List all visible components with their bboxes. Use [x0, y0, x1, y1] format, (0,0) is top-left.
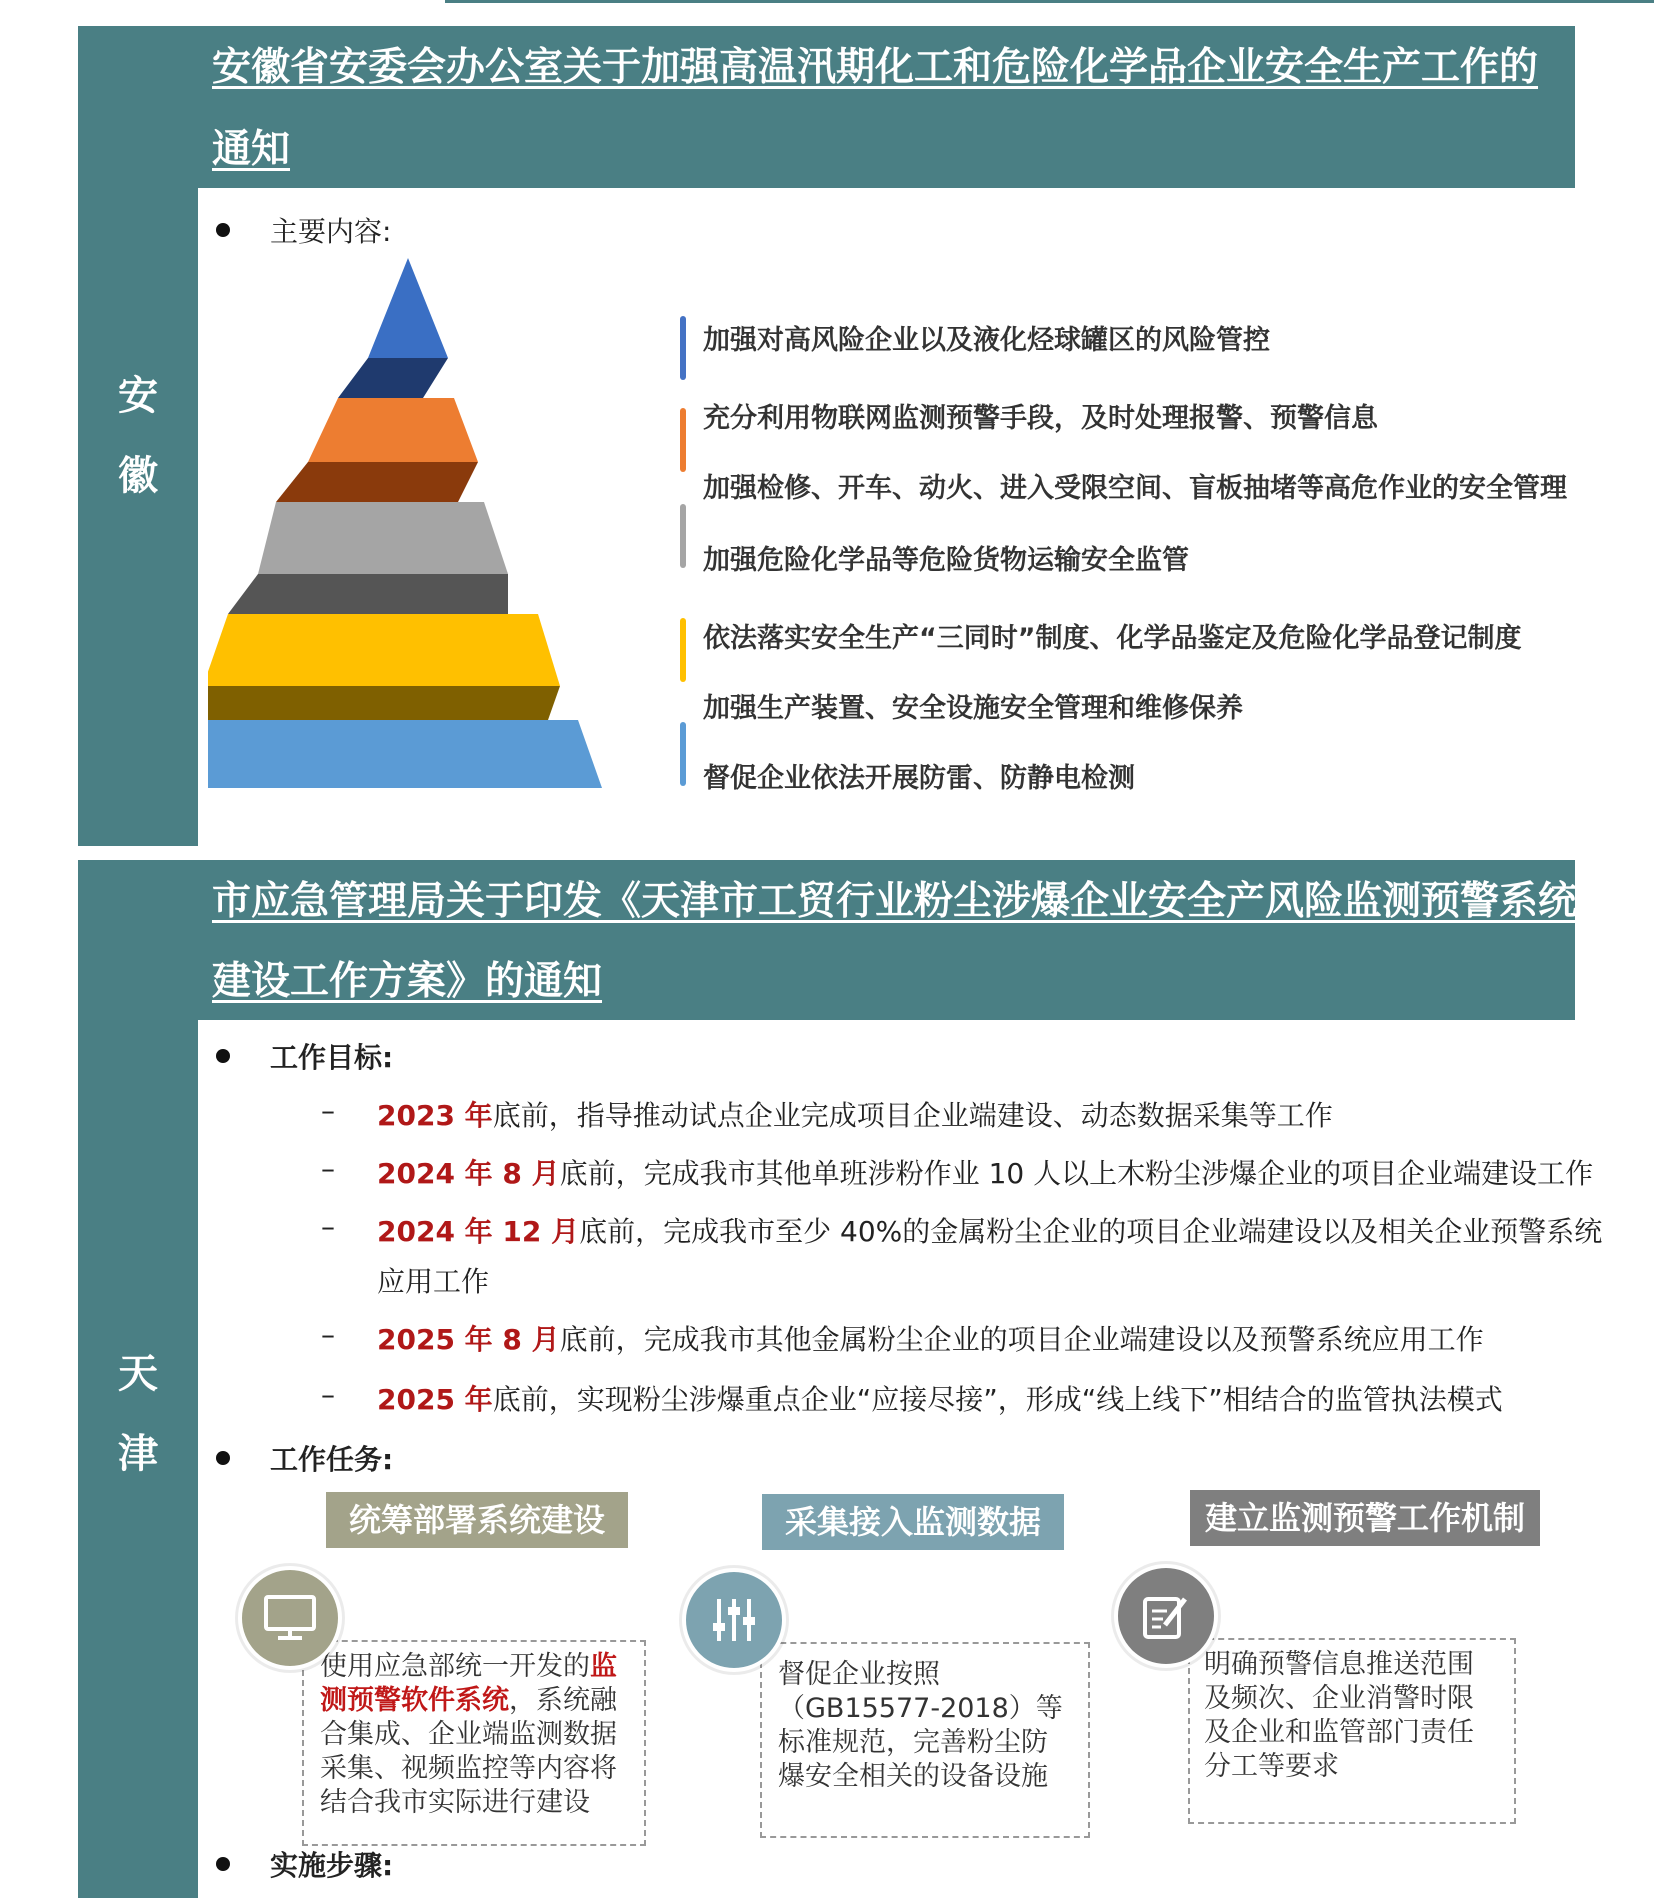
- dash-marker: –: [321, 1094, 335, 1127]
- anhui-item-2: 充分利用物联网监测预警手段，及时处理报警、预警信息: [703, 403, 1378, 434]
- anhui-main-bullet: [216, 210, 391, 250]
- task-1-text-highlight: 监测预警软件系统: [320, 1651, 617, 1716]
- task-1-circle: [238, 1566, 342, 1670]
- item-bar-orange: [680, 408, 686, 472]
- monitor-icon: [263, 1594, 317, 1642]
- item-bar-lightblue: [680, 722, 686, 786]
- anhui-section: [78, 26, 1575, 846]
- pyramid-tier-1: [368, 258, 448, 358]
- goal-date: 2025 年: [377, 1383, 493, 1416]
- goal-date: 2023 年: [377, 1099, 493, 1132]
- bullet-dot: [216, 223, 230, 237]
- anhui-item-4: 加强危险化学品等危险货物运输安全监管: [703, 545, 1189, 576]
- tianjin-section: [78, 860, 1603, 1898]
- dash-marker: –: [321, 1378, 335, 1411]
- task-1-text-post: ，系统融合集成、企业端监测数据采集、视频监控等内容将结合我市实际进行建设: [320, 1685, 617, 1818]
- task-1-text-pre: 使用应急部统一开发的: [320, 1651, 590, 1682]
- pyramid-link-2: [276, 462, 478, 502]
- tianjin-steps-bullet: [216, 1844, 393, 1884]
- dash-marker: –: [321, 1210, 335, 1243]
- anhui-side-label-2: 徽: [118, 453, 158, 499]
- goal-date: 2025 年 8 月: [377, 1323, 560, 1356]
- pyramid-link-1: [338, 358, 448, 398]
- pyramid-tier-5: [208, 720, 602, 788]
- tianjin-tasks-label: 工作任务:: [270, 1443, 394, 1476]
- goal-text: 底前，完成我市至少 40%的金属粉尘企业的项目企业端建设以及相关企业预警系统: [579, 1215, 1603, 1248]
- tianjin-side-bar: [78, 860, 198, 1898]
- task-heading-1: 统筹部署系统建设: [326, 1492, 628, 1548]
- goal-text: 底前，完成我市其他单班涉粉作业 10 人以上木粉尘涉爆企业的项目企业端建设工作: [559, 1157, 1594, 1190]
- tianjin-title-line-1[interactable]: 市应急管理局关于印发《天津市工贸行业粉尘涉爆企业安全产风险监测预警系统: [212, 879, 1578, 924]
- tianjin-tasks-bullet: [216, 1438, 393, 1478]
- dash-marker: –: [321, 1318, 335, 1351]
- goal-date: 2024 年 8 月: [377, 1157, 560, 1190]
- sliders-icon: [709, 1595, 759, 1645]
- dash-marker: –: [321, 1152, 335, 1185]
- tianjin-goals-bullet: [216, 1036, 393, 1076]
- top-divider-line: [445, 0, 1654, 3]
- pyramid-link-4: [208, 686, 560, 720]
- tianjin-title-line-2[interactable]: 建设工作方案》的通知: [212, 959, 603, 1004]
- anhui-item-1: 加强对高风险企业以及液化烃球罐区的风险管控: [703, 325, 1270, 356]
- pyramid-tier-2: [308, 398, 478, 462]
- goal-date: 2024 年 12 月: [377, 1215, 580, 1248]
- goal-text: 底前，指导推动试点企业完成项目企业端建设、动态数据采集等工作: [492, 1099, 1333, 1132]
- goal-text: 底前，完成我市其他金属粉尘企业的项目企业端建设以及预警系统应用工作: [559, 1323, 1484, 1356]
- item-bar-gray: [680, 504, 686, 568]
- task-heading-2: 采集接入监测数据: [762, 1494, 1064, 1550]
- pyramid-tier-3: [258, 502, 508, 574]
- anhui-item-3: 加强检修、开车、动火、进入受限空间、盲板抽堵等高危作业的安全管理: [703, 473, 1567, 504]
- tianjin-side-label-2: 津: [118, 1431, 158, 1477]
- pyramid-tier-4: [208, 614, 560, 686]
- anhui-title-line-2[interactable]: 通知: [212, 127, 291, 172]
- task-box-2: [760, 1642, 1090, 1838]
- tianjin-side-label-1: 天: [118, 1351, 158, 1397]
- bullet-dot: [216, 1049, 230, 1063]
- item-bar-blue: [680, 316, 686, 380]
- tianjin-goals-label: 工作目标:: [270, 1041, 394, 1074]
- bullet-dot: [216, 1451, 230, 1465]
- item-bar-yellow: [680, 618, 686, 682]
- task-heading-3: 建立监测预警工作机制: [1190, 1490, 1540, 1546]
- bullet-dot: [216, 1857, 230, 1871]
- anhui-item-5: 依法落实安全生产“三同时”制度、化学品鉴定及危险化学品登记制度: [703, 623, 1522, 654]
- anhui-side-bar: [78, 26, 198, 846]
- anhui-item-7: 督促企业依法开展防雷、防静电检测: [703, 763, 1135, 794]
- anhui-main-label: 主要内容:: [270, 215, 392, 248]
- anhui-side-label-1: 安: [118, 373, 158, 419]
- task-2-text: 督促企业按照（GB15577-2018）等标准规范，完善粉尘防爆安全相关的设备设施: [778, 1659, 1063, 1792]
- task-3-text: 明确预警信息推送范围及频次、企业消警时限及企业和监管部门责任分工等要求: [1204, 1649, 1474, 1782]
- task-3-circle: [1114, 1564, 1218, 1668]
- tianjin-steps-label: 实施步骤:: [270, 1849, 394, 1882]
- goal-item-3-continuation: 应用工作: [377, 1265, 490, 1298]
- risk-pyramid: [208, 258, 628, 798]
- task-box-1: [302, 1640, 646, 1846]
- goal-text: 底前，实现粉尘涉爆重点企业“应接尽接”，形成“线上线下”相结合的监管执法模式: [492, 1383, 1503, 1416]
- edit-icon: [1141, 1591, 1191, 1641]
- task-2-circle: [682, 1568, 786, 1672]
- anhui-title-line-1[interactable]: 安徽省安委会办公室关于加强高温汛期化工和危险化学品企业安全生产工作的: [212, 45, 1539, 90]
- pyramid-link-3: [228, 574, 508, 614]
- task-box-3: [1188, 1638, 1516, 1824]
- anhui-item-6: 加强生产装置、安全设施安全管理和维修保养: [703, 693, 1243, 724]
